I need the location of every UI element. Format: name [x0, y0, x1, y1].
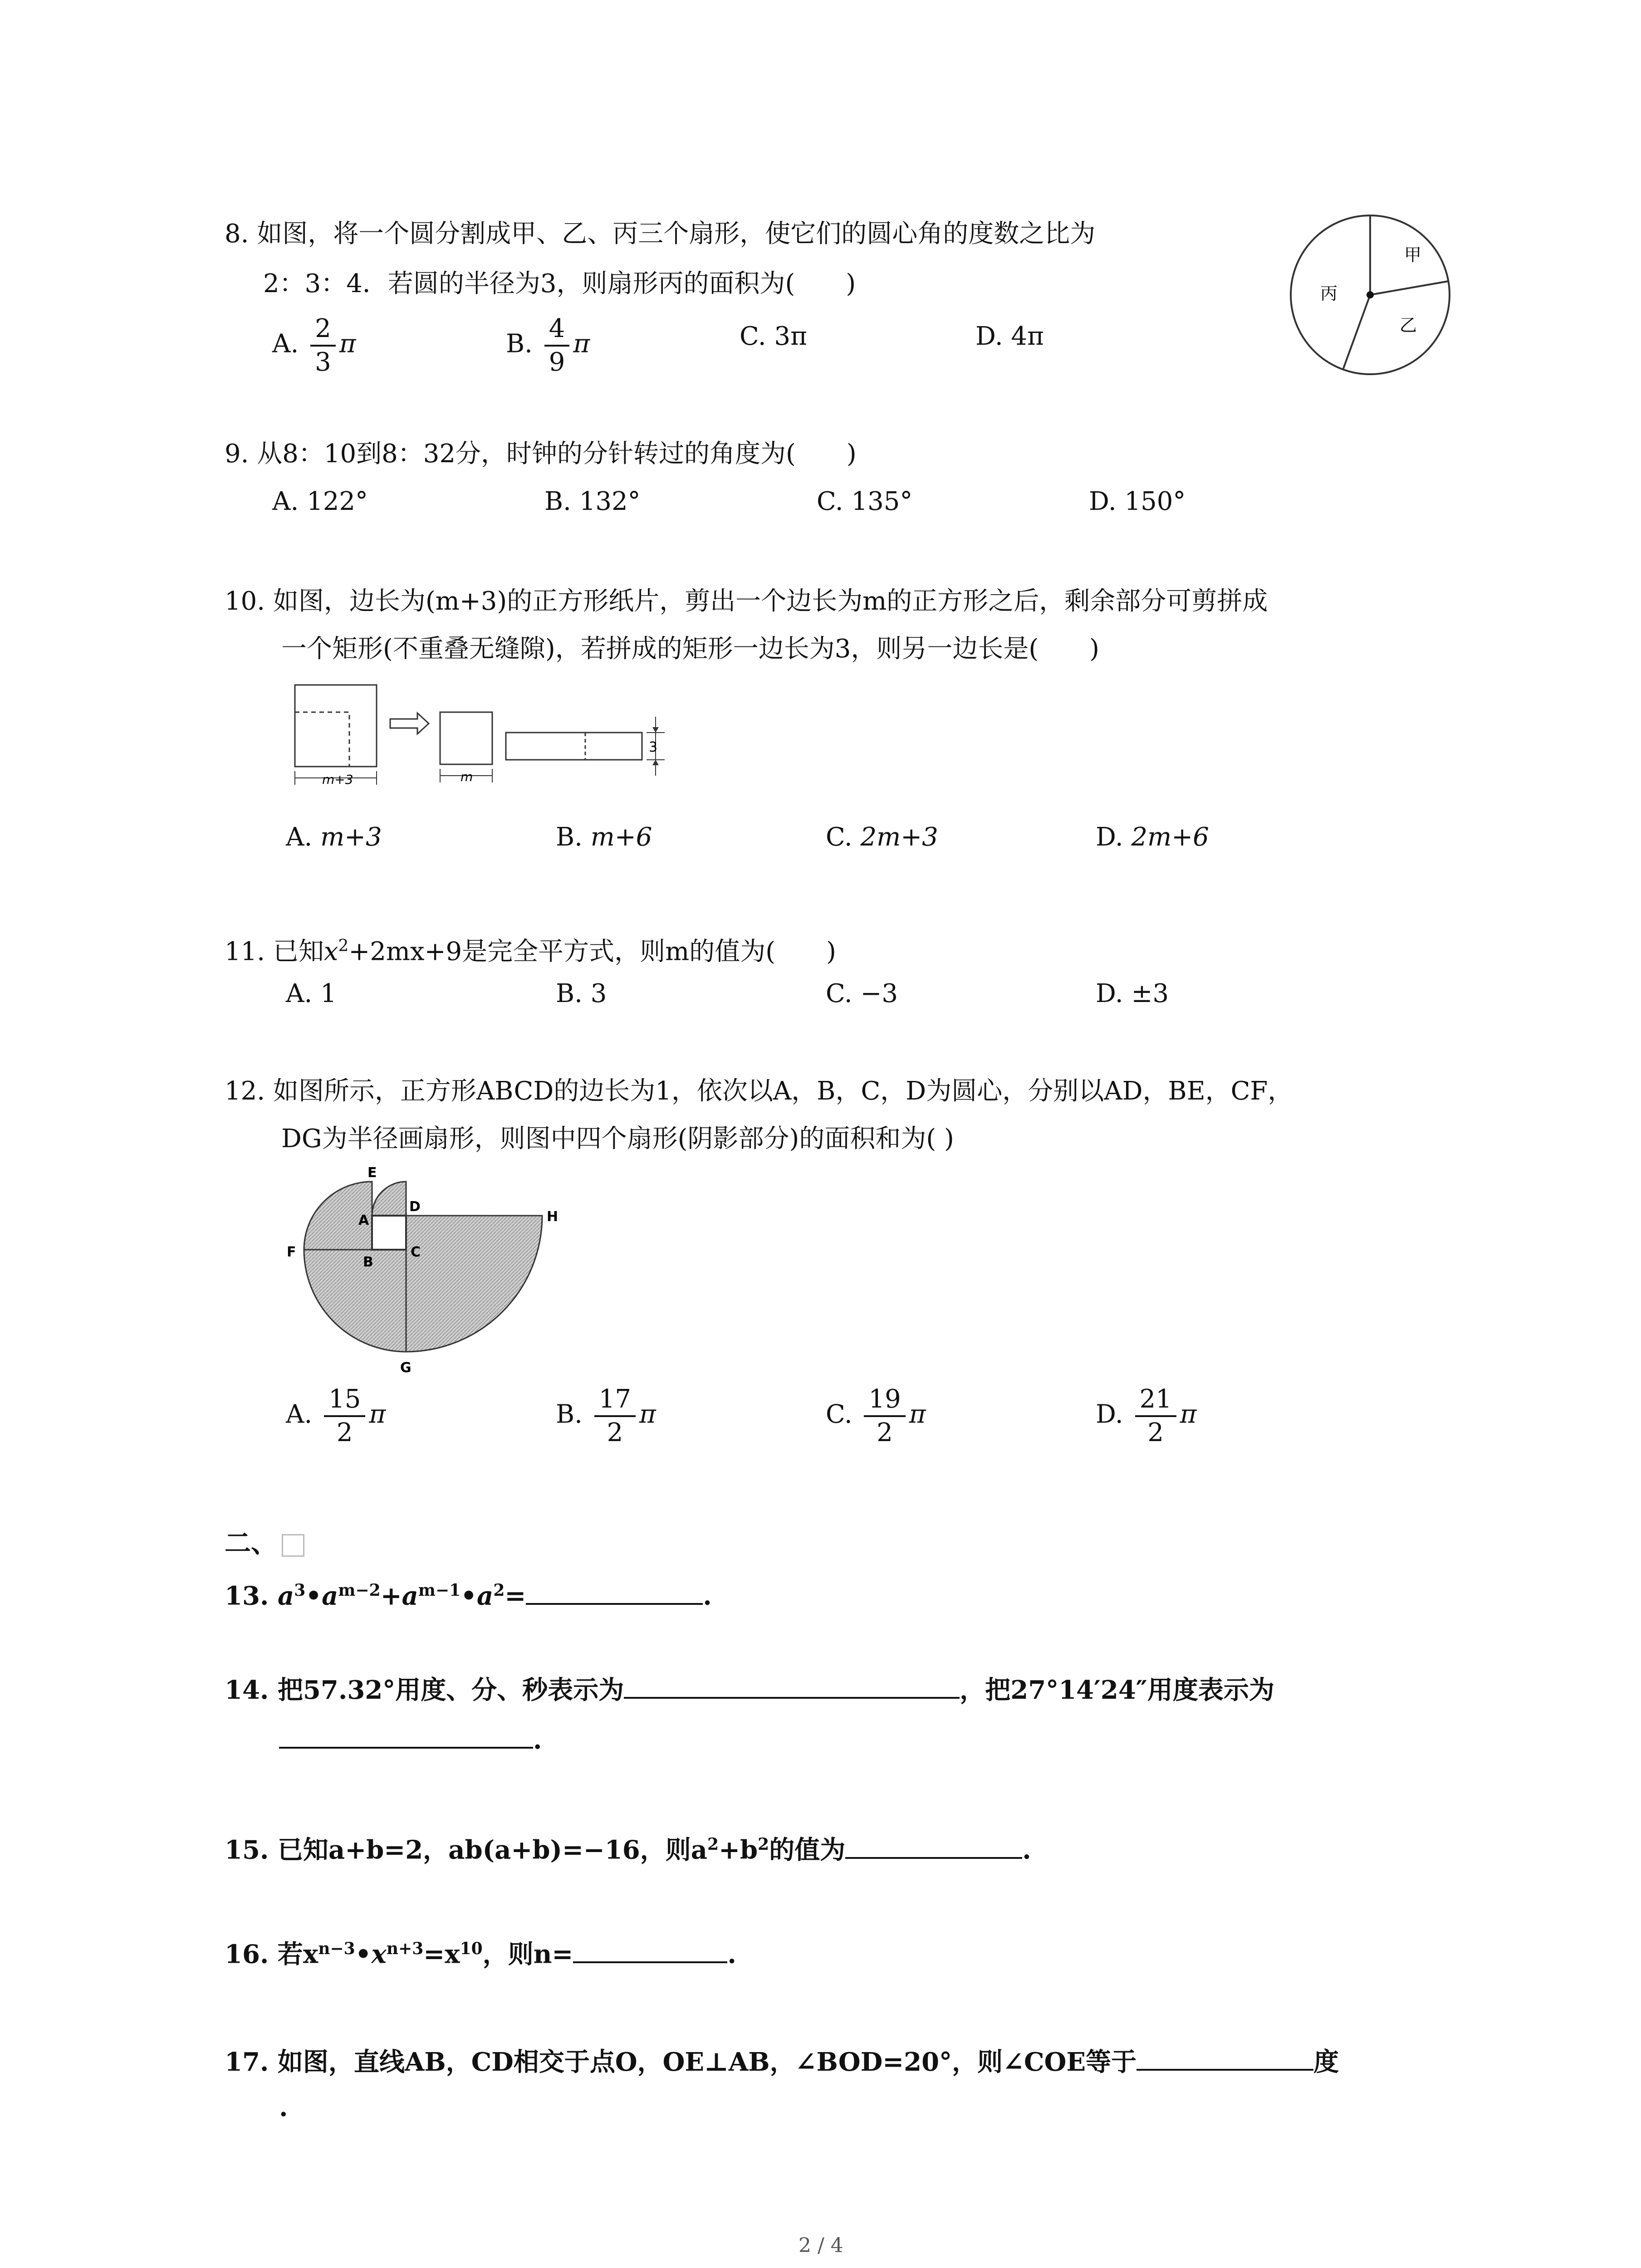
q14-line1: 14. 把57.32°用度、分、秒表示为 ，把27°14′24″用度表示为	[225, 1675, 1274, 1705]
q8-option-d: D. 4π	[975, 322, 1044, 351]
q11-option-b: B. 3	[556, 979, 607, 1008]
page-number: 2 / 4	[798, 2234, 843, 2257]
q12-option-c: C. $\frac{19}{2}$ π	[826, 1384, 926, 1447]
q13-line: 13. $a^3•a^{m-2}+a^{m-1}•a^2=$ .	[225, 1581, 712, 1611]
q17-line1: 17. 如图，直线AB，CD相交于点O，OE⊥AB，∠BOD=20°，则∠COE等于 度	[225, 2047, 1339, 2077]
label-f: F	[287, 1244, 296, 1260]
q17-line2: .	[279, 2092, 288, 2122]
label-m-plus-3: m+3	[322, 772, 353, 787]
pie-label-yi: 乙	[1400, 315, 1417, 335]
q13-answer-blank[interactable]	[526, 1603, 703, 1605]
q9-option-c: C. 135°	[817, 487, 913, 516]
label-3: 3	[649, 739, 658, 755]
q8-line2: 2：3：4．若圆的半径为3，则扇形丙的面积为( )	[263, 269, 856, 298]
q9-option-d: D. 150°	[1089, 487, 1186, 516]
q12-sectors-figure	[286, 1166, 594, 1379]
q12-line1: 12. 如图所示，正方形ABCD的边长为1，依次以A，B，C，D为圆心，分别以AD，BE，CF，	[225, 1076, 1293, 1106]
q8-option-c: C. 3π	[740, 322, 807, 351]
q12-option-b: B. $\frac{17}{2}$ π	[556, 1384, 656, 1447]
q15-line: 15. 已知a+b=2，ab(a+b)=−16，则$a^2+b^2$的值为 .	[225, 1835, 1031, 1865]
q11-option-d: D. ±3	[1096, 979, 1169, 1008]
q10-square-figure	[286, 680, 676, 798]
q10-option-a: A. m+3	[286, 822, 382, 852]
q16-answer-blank[interactable]	[573, 1961, 727, 1963]
q15-answer-blank[interactable]	[845, 1857, 1022, 1859]
q14-answer-blank-2[interactable]	[279, 1747, 533, 1749]
q8-option-a: A. $\frac{2}{3}$ π	[272, 314, 356, 377]
label-e: E	[367, 1166, 377, 1181]
label-c: C	[411, 1244, 421, 1260]
q17-answer-blank[interactable]	[1136, 2069, 1313, 2071]
q9-option-a: A. 122°	[272, 487, 368, 516]
q10-line2: 一个矩形(不重叠无缝隙)，若拼成的矩形一边长为3，则另一边长是( )	[281, 634, 1100, 664]
pie-label-bing: 丙	[1320, 284, 1338, 303]
q10-option-b: B. m+6	[556, 822, 652, 852]
q9-line1: 9. 从8：10到8：32分，时钟的分针转过的角度为( )	[225, 439, 857, 469]
q8-pie-figure	[1284, 209, 1456, 381]
label-g: G	[400, 1360, 411, 1376]
q8-line1: 8. 如图，将一个圆分割成甲、乙、丙三个扇形，使它们的圆心角的度数之比为	[225, 219, 1096, 249]
q12-option-d: D. $\frac{21}{2}$ π	[1096, 1384, 1197, 1447]
q11-option-a: A. 1	[286, 979, 337, 1008]
q10-line1: 10. 如图，边长为(m+3)的正方形纸片，剪出一个边长为m的正方形之后，剩余部分可剪拼成	[225, 587, 1268, 616]
q11-option-c: C. −3	[826, 979, 898, 1008]
q16-line: 16. 若$x^{n-3}•x^{n+3}=x^{10}$，则n= .	[225, 1939, 736, 1970]
q10-option-d: D. 2m+6	[1096, 822, 1209, 852]
section-2-title: 二、	[225, 1522, 304, 1560]
placeholder-box-icon	[282, 1534, 304, 1557]
q12-option-a: A. $\frac{15}{2}$ π	[286, 1384, 386, 1447]
label-d: D	[409, 1199, 421, 1215]
q9-option-b: B. 132°	[544, 487, 641, 516]
q8-option-b: B. $\frac{4}{9}$ π	[506, 314, 590, 377]
q11-line1: 11. 已知$x^2+2mx+9$是完全平方式，则m的值为( )	[225, 937, 836, 967]
label-h: H	[547, 1209, 558, 1225]
q14-answer-blank-1[interactable]	[624, 1697, 960, 1699]
label-a: A	[358, 1212, 369, 1228]
q10-option-c: C. 2m+3	[826, 822, 938, 852]
label-m: m	[460, 769, 473, 784]
q14-line2: .	[279, 1724, 542, 1756]
label-b: B	[363, 1254, 373, 1270]
q12-line2: DG为半径画扇形，则图中四个扇形(阴影部分)的面积和为( )	[281, 1124, 954, 1154]
pie-label-jia: 甲	[1404, 245, 1422, 265]
